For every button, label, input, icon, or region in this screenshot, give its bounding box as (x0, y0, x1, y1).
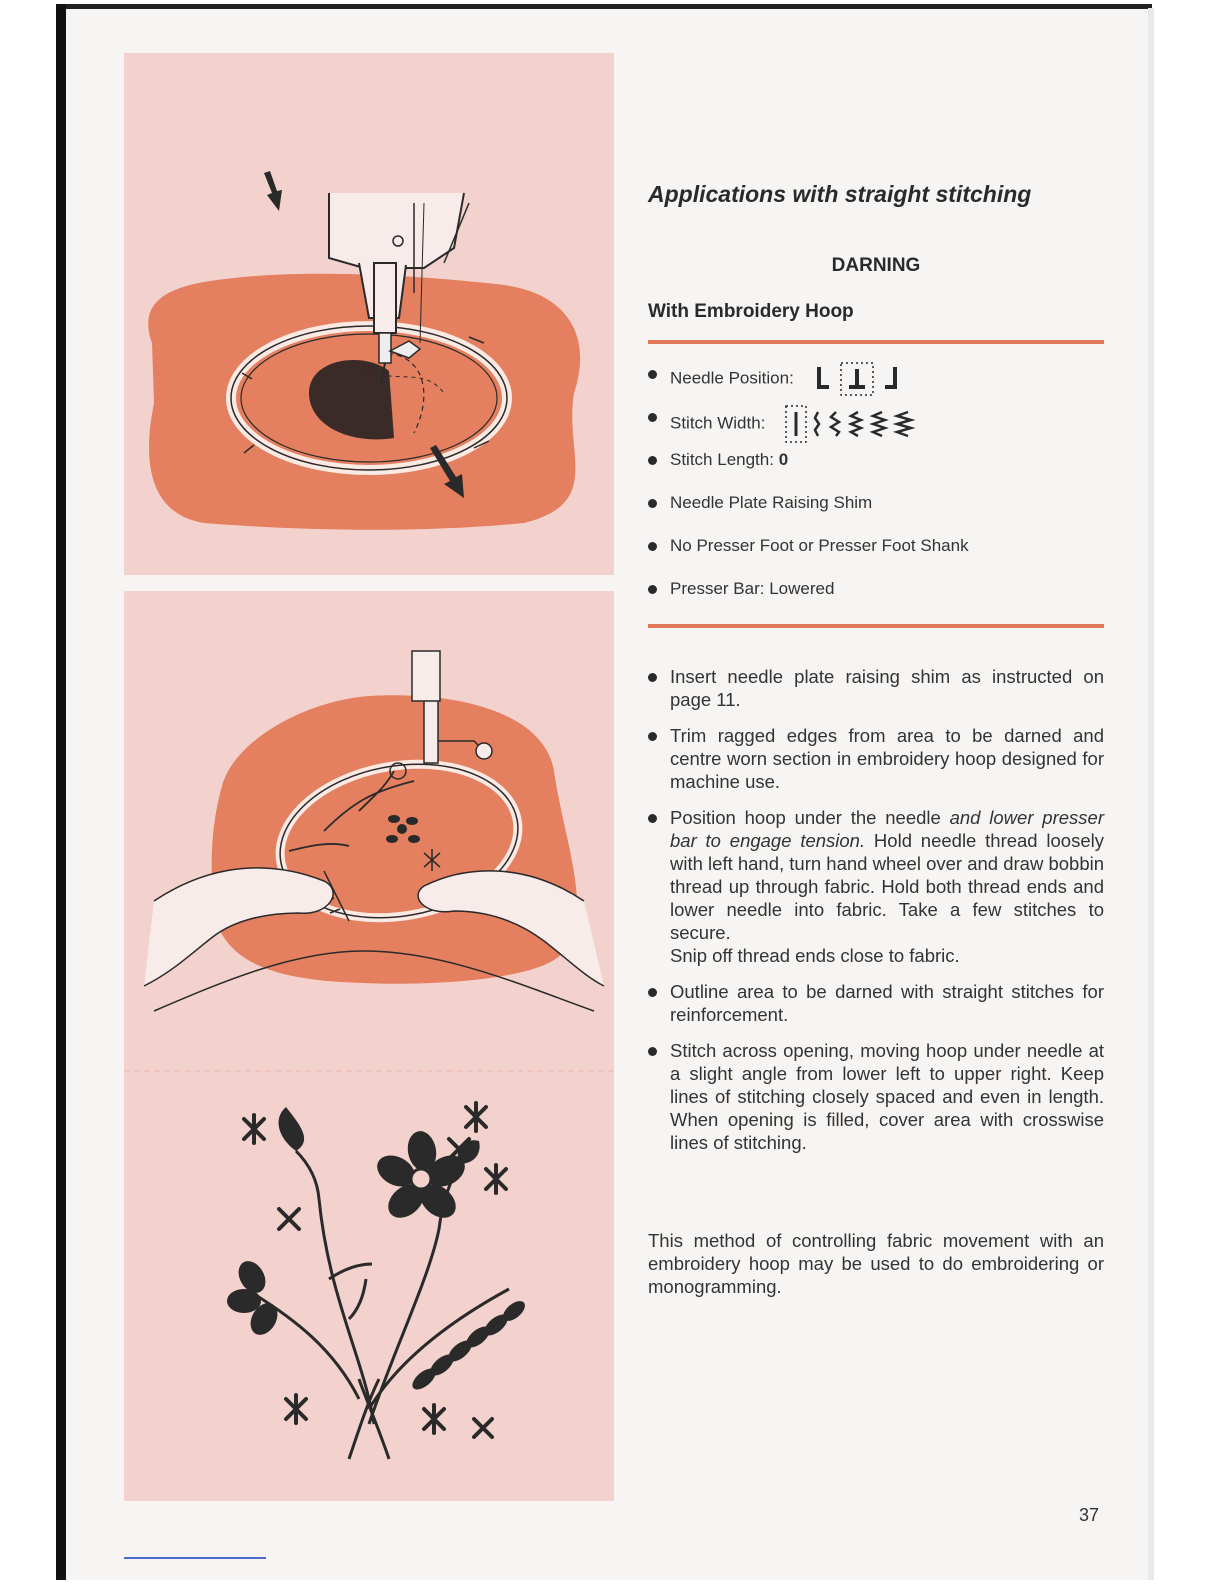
instruction-steps (648, 665, 1104, 1167)
bullet-dot (648, 673, 657, 682)
darning-hoop-illustration (124, 53, 614, 575)
divider-rule (648, 340, 1104, 344)
setting-presser-bar: Presser Bar: Lowered (648, 576, 1104, 619)
step-item: Trim ragged edges from area to be darned and centre worn section in embroidery hoop designed for machine use. (648, 724, 1104, 793)
divider-rule (648, 624, 1104, 628)
step-item: Position hoop under the needle and lower presser bar to engage tension. Hold needle thread loosely with left hand, turn hand wheel over and draw bobbin thread up through fabric. Hold both thread ends and lower needle into fabric. Take a few stitches to secure. Snip off thread ends close to fabric. (648, 806, 1104, 967)
needle-position-icon (813, 361, 905, 397)
page-title: Applications with straight stitching (648, 181, 1032, 207)
setting-presser-foot: No Presser Foot or Presser Foot Shank (648, 533, 1104, 576)
bullet-dot (648, 370, 657, 379)
scan-edge-right (1148, 8, 1154, 1580)
bullet-dot (648, 542, 657, 551)
bullet-dot (648, 1047, 657, 1056)
setting-needle-position: Needle Position: (648, 361, 1104, 404)
manual-page (66, 9, 1148, 1580)
closing-paragraph: This method of controlling fabric movement with an embroidery hoop may be used to do embroidering or monogramming. (648, 1230, 1104, 1297)
step-item: Outline area to be darned with straight stitches for reinforcement. (648, 980, 1104, 1026)
subheading: With Embroidery Hoop (648, 301, 854, 322)
setting-stitch-width: Stitch Width: (648, 404, 1104, 447)
bullet-dot (648, 732, 657, 741)
settings-list (648, 361, 1104, 619)
bullet-dot (648, 499, 657, 508)
panel-divider (124, 1070, 614, 1072)
setting-stitch-length: Stitch Length: 0 (648, 447, 1104, 490)
bullet-dot (648, 413, 657, 422)
page-number: 37 (1079, 1505, 1100, 1525)
footer-link-bar (124, 1557, 266, 1559)
bullet-dot (648, 988, 657, 997)
step-item: Insert needle plate raising shim as instructed on page 11. (648, 665, 1104, 711)
step-item: Stitch across opening, moving hoop under needle at a slight angle from lower left to upper right. Keep lines of stitching closely spaced and even in length. When opening is filled, cover area with crosswise lines of stitching. (648, 1039, 1104, 1154)
section-heading: DARNING (831, 255, 921, 276)
bullet-dot (648, 585, 657, 594)
bullet-dot (648, 814, 657, 823)
floral-embroidery-design-illustration (124, 1079, 614, 1501)
embroidery-hoop-hands-illustration (124, 591, 614, 1079)
stitch-width-icon (784, 404, 932, 444)
bullet-dot (648, 456, 657, 465)
setting-needle-plate: Needle Plate Raising Shim (648, 490, 1104, 533)
scan-edge-left (56, 4, 66, 1580)
